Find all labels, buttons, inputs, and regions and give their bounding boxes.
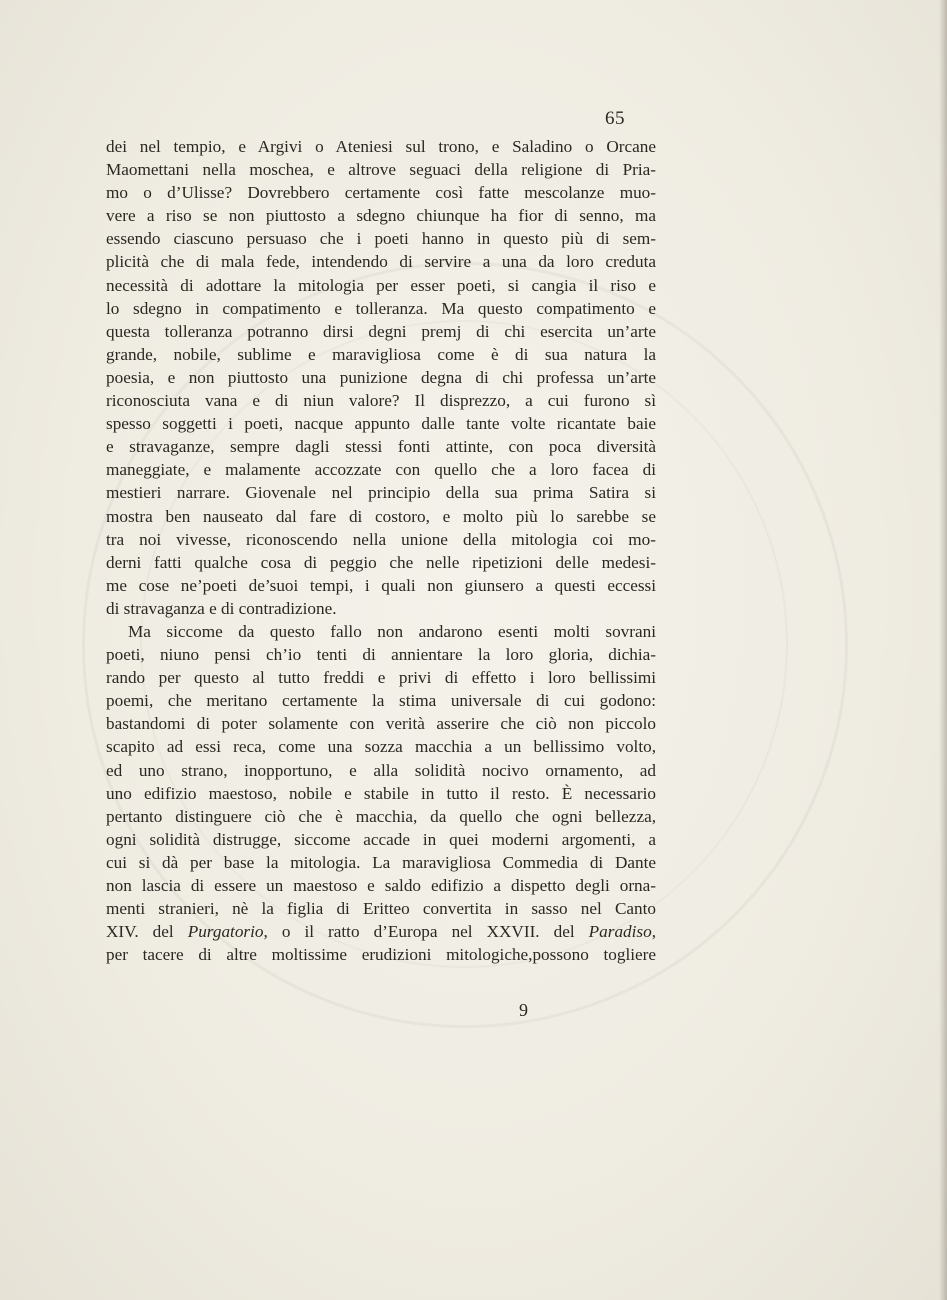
- text-line: cui si dà per base la mitologia. La maravigliosa Commedia di Dante: [106, 852, 656, 872]
- text-line: poesia, e non piuttosto una punizione degna di chi professa un’arte: [106, 367, 656, 387]
- text-line: di stravaganza e di contradizione.: [106, 598, 337, 618]
- text-line: menti stranieri, nè la figlia di Eritteo convertita in sasso nel Canto: [106, 899, 656, 919]
- text-line: rando per questo al tutto freddi e privi di effetto i loro bellissimi: [106, 668, 656, 688]
- text-line: plicità che di mala fede, intendendo di servire a una da loro creduta: [106, 252, 656, 272]
- text-line: mo o d’Ulisse? Dovrebbero certamente così fatte mescolanze muo-: [106, 183, 656, 203]
- text-line: tra noi vivesse, riconoscendo nella unione della mitologia coi mo-: [106, 529, 656, 549]
- text-line: mestieri narrare. Giovenale nel principio della sua prima Satira si: [106, 483, 656, 503]
- text-line: pertanto distinguere ciò che è macchia, da quello che ogni bellezza,: [106, 806, 656, 826]
- text-line: e stravaganze, sempre dagli stessi fonti attinte, con poca diversità: [106, 437, 656, 457]
- text-line: uno edifizio maestoso, nobile e stabile in tutto il resto. È necessario: [106, 783, 656, 803]
- body-text: [106, 135, 656, 966]
- text-line: poemi, che meritano certamente la stima universale di cui godono:: [106, 691, 656, 711]
- text-line: ed uno strano, inopportuno, e alla solidità nocivo ornamento, ad: [106, 760, 656, 780]
- text-line: per tacere di altre moltissime erudizioni mitologiche,possono togliere: [106, 945, 656, 965]
- text-line: questa tolleranza potranno dirsi degni premj di chi esercita un’arte: [106, 321, 656, 341]
- text-line: derni fatti qualche cosa di peggio che nelle ripetizioni delle medesi-: [106, 552, 656, 572]
- text-line: ogni solidità distrugge, siccome accade in quei moderni argomenti, a: [106, 829, 656, 849]
- text-line: scapito ad essi reca, come una sozza macchia a un bellissimo volto,: [106, 737, 656, 757]
- text-line: lo sdegno in compatimento e tolleranza. Ma questo compatimento e: [106, 298, 656, 318]
- page-number: 65: [605, 108, 625, 129]
- text-line: bastandomi di poter solamente con verità asserire che ciò non piccolo: [106, 714, 656, 734]
- text-line: necessità di adottare la mitologia per esser poeti, si cangia il riso e: [106, 275, 656, 295]
- text-line: me cose ne’poeti de’suoi tempi, i quali non giunsero a questi eccessi: [106, 575, 656, 595]
- text-line: essendo ciascuno persuaso che i poeti hanno in questo più di sem-: [106, 229, 656, 249]
- text-line: Ma siccome da questo fallo non andarono esenti molti sovrani: [128, 621, 656, 641]
- text-line: vere a riso se non piuttosto a sdegno chiunque ha fior di senno, ma: [106, 206, 656, 226]
- text-line: mostra ben nauseato dal fare di costoro, e molto più lo sarebbe se: [106, 506, 656, 526]
- text-line: dei nel tempio, e Argivi o Ateniesi sul trono, e Saladino o Orcane: [106, 137, 656, 156]
- text-line: XIV. del Purgatorio, o il ratto d’Europa nel XXVII. del Paradiso,: [106, 922, 656, 942]
- text-line: maneggiate, e malamente accozzate con quello che a loro facea di: [106, 460, 656, 480]
- text-line: grande, nobile, sublime e maravigliosa come è di sua natura la: [106, 344, 656, 364]
- text-line: Maomettani nella moschea, e altrove seguaci della religione di Pria-: [106, 160, 656, 180]
- text-line: spesso soggetti i poeti, nacque appunto dalle tante volte ricantate baie: [106, 414, 656, 434]
- text-line: riconosciuta vana e di niun valore? Il disprezzo, a cui furono sì: [106, 391, 656, 411]
- page-edge-shadow: [939, 0, 947, 1300]
- signature-mark: 9: [519, 1000, 528, 1020]
- text-line: non lascia di essere un maestoso e saldo edifizio a dispetto degli orna-: [106, 876, 656, 895]
- text-line: poeti, niuno pensi ch’io tenti di annientare la loro gloria, dichia-: [106, 645, 656, 665]
